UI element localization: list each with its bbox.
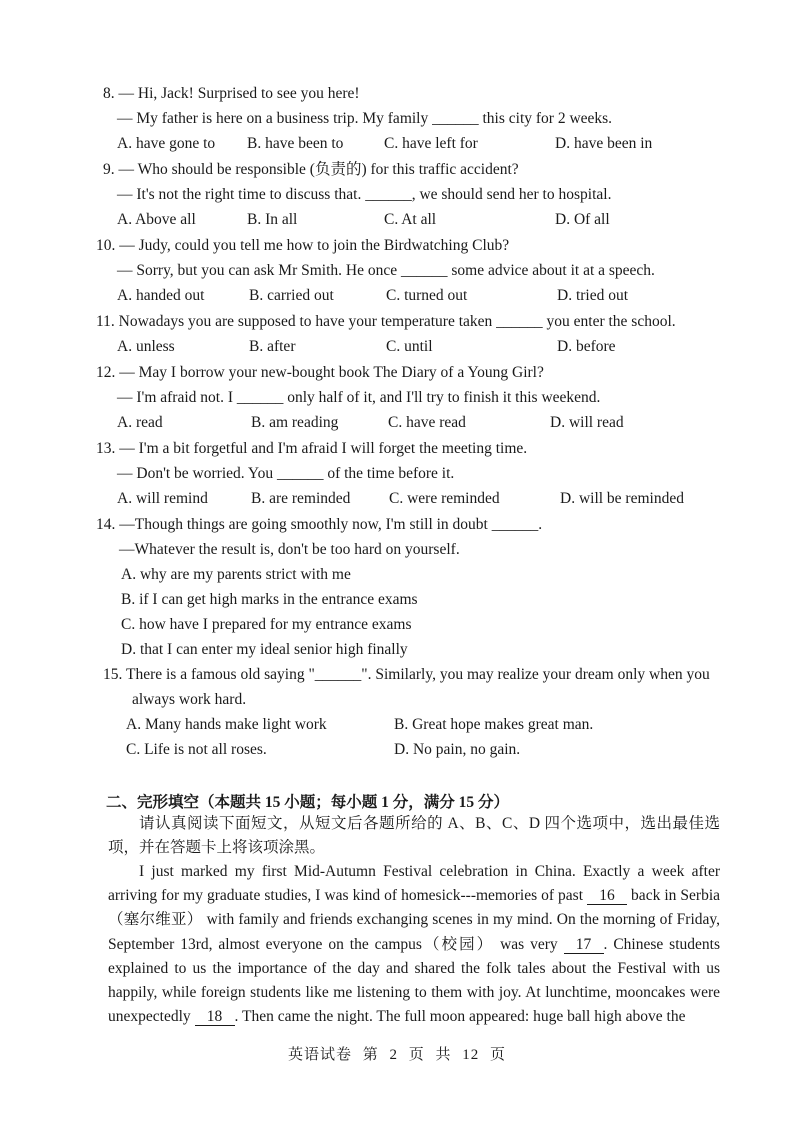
footer-page-number: 2	[389, 1047, 398, 1063]
option-b: B. after	[249, 338, 296, 355]
option-c: C. have read	[388, 414, 466, 431]
passage-text	[108, 860, 720, 1029]
option-c: C. were reminded	[389, 490, 500, 507]
option-b: B. if I can get high marks in the entrance exams	[121, 591, 418, 608]
options-row	[0, 740, 794, 760]
question-line: — It's not the right time to discuss that. ______, we should send her to hospital.	[117, 186, 612, 203]
footer-ye: 页	[408, 1047, 425, 1063]
option-a: A. have gone to	[117, 135, 216, 152]
question-line: 14. —Though things are going smoothly now, I'm still in doubt ______.	[96, 516, 543, 533]
footer-total-pages: 12	[462, 1047, 480, 1063]
passage-segment: back in Serbia（塞尔维亚） with family and friends exchanging scenes in my mind. On the morning of Friday, September 13rd, almost everyone on the campus（校园） was very	[108, 887, 721, 953]
section-title: 二、完形填空（本题共 15 小题；每小题 1 分，满分 15 分）	[106, 794, 510, 811]
option-c: C. how have I prepared for my entrance exams	[121, 616, 412, 633]
option-a: A. will remind	[117, 490, 208, 507]
option-d: D. before	[557, 338, 616, 355]
options-row	[0, 210, 794, 230]
options-row	[0, 337, 794, 357]
blank-17: 17	[564, 937, 604, 954]
option-b: B. am reading	[251, 414, 339, 431]
options-row	[0, 413, 794, 433]
option-d: D. tried out	[557, 287, 629, 304]
option-c: C. until	[386, 338, 433, 355]
options-row	[0, 715, 794, 735]
option-d: D. Of all	[555, 211, 610, 228]
question-line: 12. — May I borrow your new-bought book The Diary of a Young Girl?	[96, 364, 544, 381]
option-a: A. unless	[117, 338, 175, 355]
question-line: always work hard.	[132, 691, 247, 708]
option-d: D. will be reminded	[560, 490, 684, 507]
question-line: 13. — I'm a bit forgetful and I'm afraid I will forget the meeting time.	[96, 440, 528, 457]
option-c: C. At all	[384, 211, 437, 228]
question-line: — I'm afraid not. I ______ only half of it, and I'll try to finish it this weekend.	[117, 389, 601, 406]
option-b: B. In all	[247, 211, 298, 228]
option-b: B. carried out	[249, 287, 334, 304]
option-d: D. will read	[550, 414, 624, 431]
question-line: 9. — Who should be responsible (负责的) for this traffic accident?	[103, 161, 519, 178]
option-a: A. handed out	[117, 287, 205, 304]
options-row	[0, 134, 794, 154]
question-line: 10. — Judy, could you tell me how to join the Birdwatching Club?	[96, 237, 510, 254]
question-line: 11. Nowadays you are supposed to have your temperature taken ______ you enter the school.	[96, 313, 676, 330]
question-line: — Don't be worried. You ______ of the time before it.	[117, 465, 455, 482]
page-footer	[0, 1043, 794, 1064]
footer-gong: 共	[435, 1047, 452, 1063]
option-b: B. have been to	[247, 135, 344, 152]
passage-segment: . Then came the night. The full moon appeared: huge ball high above the	[234, 1008, 686, 1026]
instruction-text: 请认真阅读下面短文，从短文后各题所给的 A、B、C、D 四个选项中，选出最佳选项，并在答题卡上将该项涂黑。	[108, 815, 720, 857]
footer-di: 第	[362, 1047, 379, 1063]
footer-subject: 英语试卷	[287, 1047, 352, 1063]
option-c: C. turned out	[386, 287, 468, 304]
blank-16: 16	[587, 888, 627, 905]
section-instruction	[108, 812, 720, 860]
question-line: 15. There is a famous old saying "______". Similarly, you may realize your dream only when you	[103, 666, 710, 683]
option-b: B. Great hope makes great man.	[394, 716, 594, 733]
passage-segment: I just marked my first Mid-Autumn Festival celebration in China. Exactly a week after arriving for my graduate studies, I was kind of homesick---memories of past	[108, 863, 720, 905]
option-c: C. have left for	[384, 135, 478, 152]
option-d: D. No pain, no gain.	[394, 741, 521, 758]
question-line: —Whatever the result is, don't be too hard on yourself.	[119, 541, 460, 558]
options-row	[0, 286, 794, 306]
option-a: A. Many hands make light work	[126, 716, 327, 733]
option-b: B. are reminded	[251, 490, 351, 507]
option-a: A. why are my parents strict with me	[121, 566, 351, 583]
options-row	[0, 489, 794, 509]
question-line: 8. — Hi, Jack! Surprised to see you here!	[103, 85, 360, 102]
option-a: A. Above all	[117, 211, 196, 228]
footer-ye2: 页	[490, 1047, 507, 1063]
passage-segment: . Chinese students explained to us the importance of the day and shared the folk tales about the Festival with us happily, while foreign students like me listening to them with joy. At lunchtime, mooncakes were unexpectedly	[108, 935, 720, 1026]
option-a: A. read	[117, 414, 163, 431]
option-d: D. that I can enter my ideal senior high finally	[121, 641, 408, 658]
question-line: — My father is here on a business trip. My family ______ this city for 2 weeks.	[117, 110, 613, 127]
question-line: — Sorry, but you can ask Mr Smith. He once ______ some advice about it at a speech.	[117, 262, 655, 279]
option-c: C. Life is not all roses.	[126, 741, 267, 758]
cloze-passage	[108, 860, 720, 1029]
blank-18: 18	[195, 1009, 235, 1026]
option-d: D. have been in	[555, 135, 653, 152]
